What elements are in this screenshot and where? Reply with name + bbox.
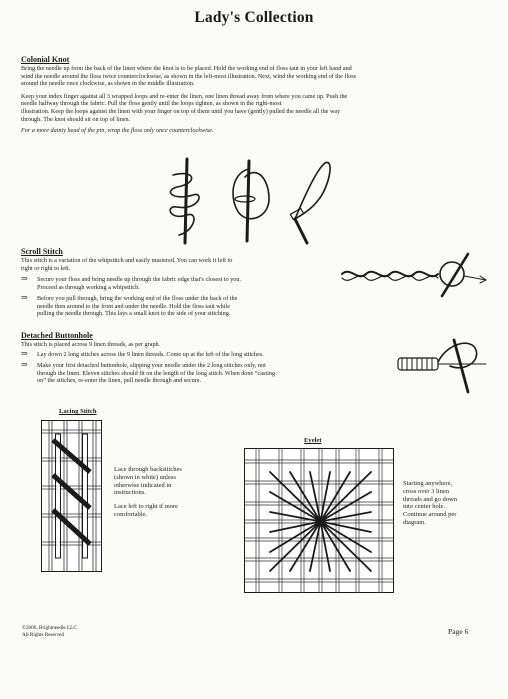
arrow-icon: ⇒ [21, 360, 28, 369]
text-line: around the needle once clockwise, as shown in the middle illustration. [21, 80, 195, 88]
colonial-knot-heading: Colonial Knot [21, 55, 70, 64]
text-line: threads and go down [403, 495, 457, 503]
text-line: Continue around per [403, 511, 457, 519]
detached-buttonhole-heading: Detached Buttonhole [21, 331, 93, 340]
text-line: This stitch is placed across 9 linen threads, as per graph. [21, 341, 161, 348]
scroll-bullet-1 [21, 276, 341, 292]
text-line: Bring the needle up from the back of the linen where the knot is to be placed. Hold the working end of floss taut in your left hand and [21, 65, 352, 72]
colonial-knot-note: For a more dainty head of the pin, wrap the floss only once counterclockwise. [21, 127, 214, 135]
scroll-stitch-illustration [340, 252, 488, 300]
text-line: on” the stitches, re-enter the linen, pull needle through and secure. [37, 377, 202, 385]
arrow-icon: ⇒ [21, 349, 28, 358]
copyright [22, 625, 77, 638]
text-line: Make your first detached buttonhole, slipping your needle under the 2 long stitches only, not [37, 362, 266, 369]
text-line: Keep your index finger against all 3 wrapped loops and re-enter the linen, one linen thread away from where you came up. Push the [21, 92, 348, 100]
text-line: Proceed as through working a whipstitch. [37, 283, 140, 291]
copyright-line: ©2006, Brightneedle LLC [22, 625, 77, 631]
detached-bullet-1 [21, 351, 391, 360]
text-line: cross over 3 linen [403, 487, 450, 495]
colonial-knot-illustration [165, 155, 345, 245]
text-line: through the linen. Eleven stitches should fit on the length of the long stitch. When done “casting [37, 369, 276, 377]
text-line: Lace through backstitches [114, 466, 182, 473]
lacing-stitch-text [114, 466, 224, 519]
detached-bullet-2 [21, 362, 391, 386]
text-line: Lace left to right if more [114, 503, 179, 511]
eyelet-text [403, 480, 503, 527]
text-line: right or right to left. [21, 264, 71, 272]
page-number: Page 6 [448, 627, 469, 636]
text-line: Lay down 2 long stitches across the 9 linen threads. Come up at the left of the long stitches. [37, 351, 264, 358]
arrow-icon: ⇒ [21, 274, 28, 283]
lacing-stitch-diagram [41, 420, 102, 572]
text-line: Starting anywhere, [403, 480, 453, 487]
detached-buttonhole-illustration [394, 336, 488, 394]
text-line: Secure your floss and bring needle up through the fabric edge that's closest to you. [37, 276, 242, 283]
text-line: This stitch is a variation of the whipstitch and easily mastered. You can work it left to [21, 257, 233, 264]
text-line: otherwise indicated in [114, 481, 172, 489]
copyright-line: All Rights Reserved [22, 631, 65, 638]
arrow-icon: ⇒ [21, 293, 28, 302]
page-title: Lady's Collection [194, 9, 314, 26]
scroll-stitch-intro [21, 257, 341, 272]
text-line: wind the needle around the floss twice counterclockwise, as shown in the left-most illustration. Next, wind the working end of the floss [21, 72, 357, 80]
text-line: comfortable. [114, 510, 148, 518]
detached-buttonhole-intro [21, 341, 381, 349]
text-line: needle then around to the front and under the needle. Hold the floss taut while [37, 302, 230, 310]
scroll-bullet-2 [21, 295, 341, 319]
text-line: into center hole. [403, 503, 446, 511]
text-line: pulling the needle through. This lays a small knot to the side of your stitching. [37, 310, 231, 318]
eyelet-diagram [244, 448, 394, 593]
text-line: Before you pull through, bring the working end of the floss under the back of the [37, 295, 238, 302]
lacing-stitch-label: Lacing Stitch [59, 408, 97, 415]
eyelet-label: Eyelet [304, 437, 322, 444]
text-line: diagram. [403, 518, 426, 526]
colonial-knot-text [21, 65, 491, 135]
text-line: illustration. Keep the loops against the linen with your finger on top of them until you have (gently) pulled the needle all the way [21, 107, 341, 115]
text-line: needle halfway through the fabric. Pull the floss gently until the loops tighten, as shown in the right-most [21, 100, 282, 108]
text-line: through. The knot should sit on top of linen. [21, 115, 131, 123]
text-line: (shown in white) unless [114, 473, 176, 481]
scroll-stitch-heading: Scroll Stitch [21, 247, 63, 256]
text-line: instructions. [114, 489, 146, 497]
